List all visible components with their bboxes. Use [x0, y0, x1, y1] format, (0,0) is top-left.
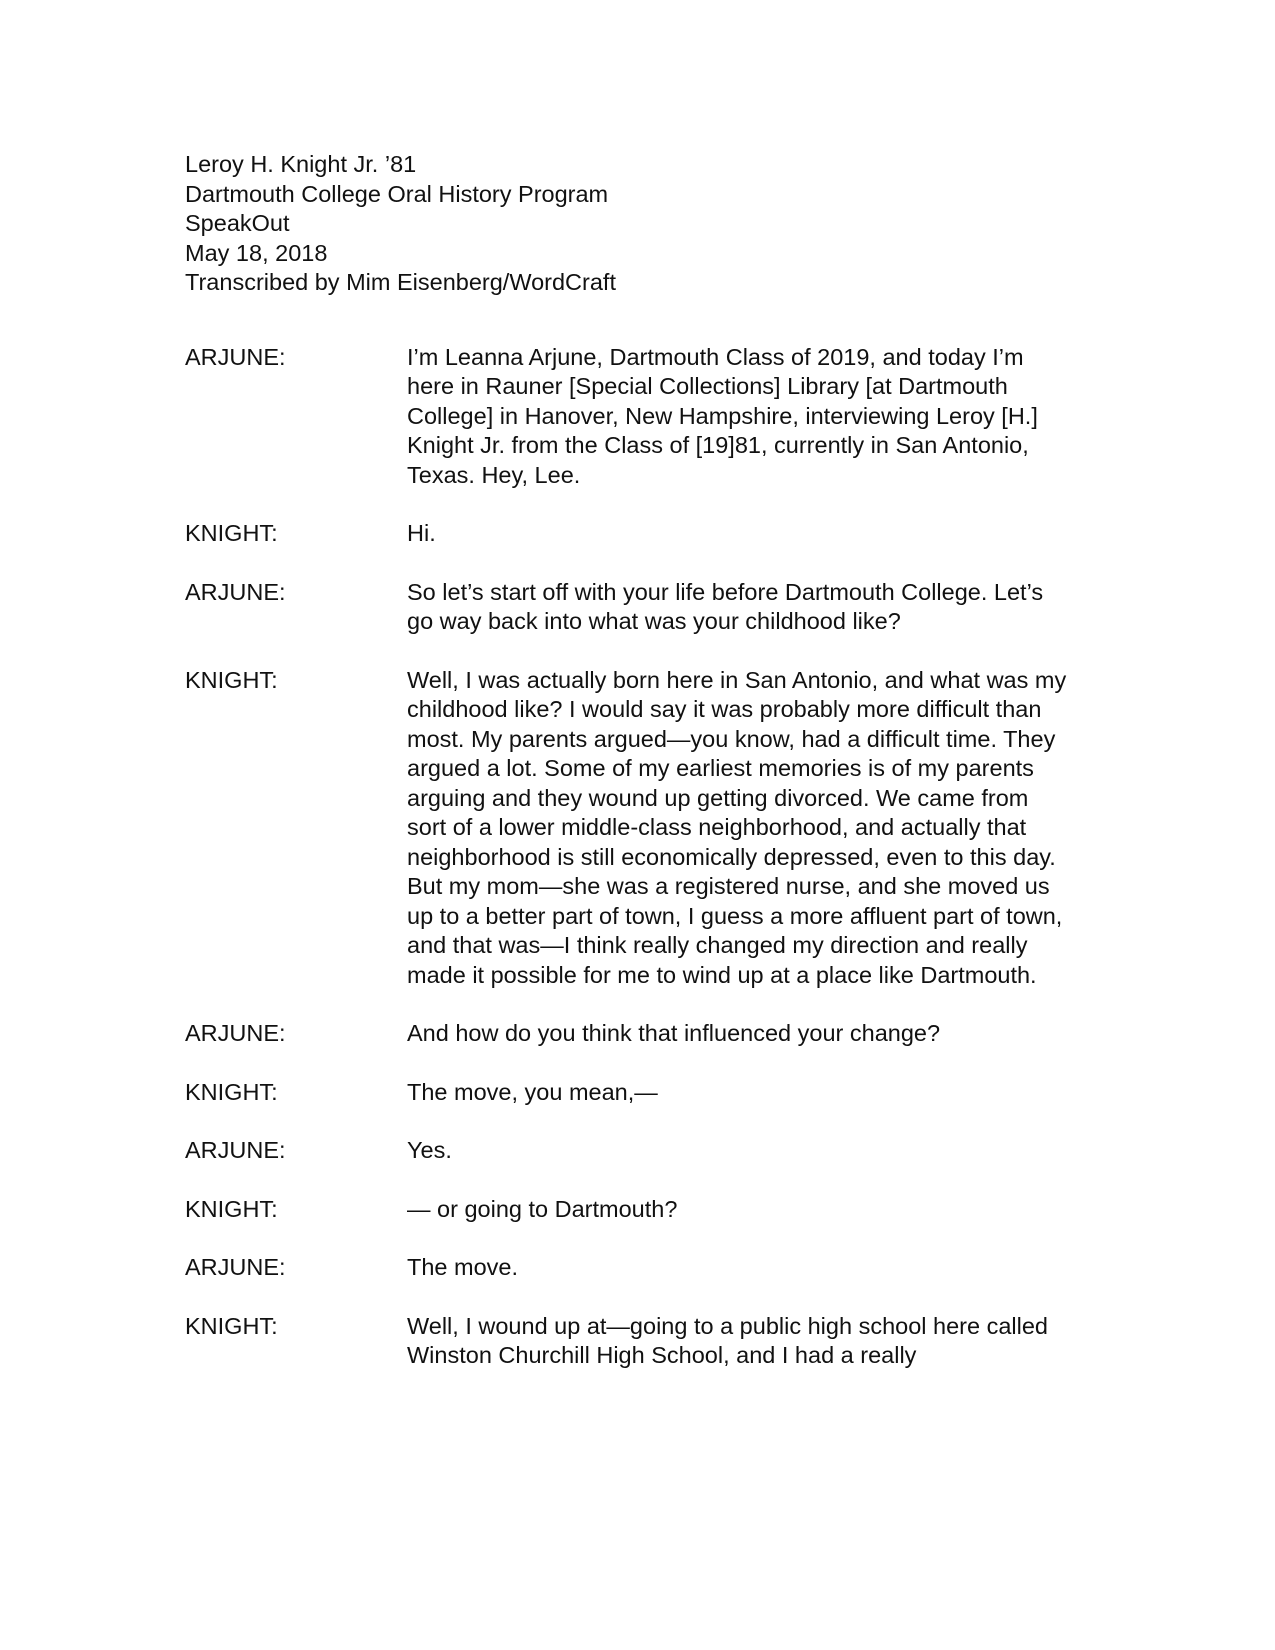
utterance-text: The move, you mean,—	[407, 1078, 658, 1105]
dialogue-turn	[185, 1195, 1085, 1225]
dialogue-turn	[185, 1136, 1085, 1166]
transcript-page	[185, 150, 1085, 1400]
dialogue-turn	[185, 1078, 1085, 1108]
speaker-label: KNIGHT:	[185, 1078, 278, 1105]
dialogue-turn	[185, 343, 1085, 491]
speaker-label: KNIGHT:	[185, 1312, 278, 1339]
speaker-label: ARJUNE:	[185, 578, 286, 605]
program-name: Dartmouth College Oral History Program	[185, 180, 609, 207]
speaker-label: ARJUNE:	[185, 343, 286, 370]
dialogue-turn	[185, 578, 1085, 637]
transcript-body	[185, 343, 1085, 1371]
utterance-text: Well, I wound up at—going to a public high school here called Winston Churchill High School, and I had a really	[407, 1312, 1048, 1368]
speaker-label: KNIGHT:	[185, 1195, 278, 1222]
speaker-label: KNIGHT:	[185, 520, 278, 546]
utterance-text: I’m Leanna Arjune, Dartmouth Class of 2019, and today I’m here in Rauner [Special Collections] Library [at Dartmouth College] in Hanover, New Hampshire, interviewing Leroy [H.] Knight Jr. from the Class of [19]81, currently in San Antonio, Texas. Hey, Lee.	[407, 343, 1038, 488]
utterance-text: And how do you think that influenced your change?	[407, 1020, 941, 1046]
dialogue-turn	[185, 519, 1085, 549]
utterance-text: Yes.	[407, 1137, 452, 1163]
utterance-text: So let’s start off with your life before Dartmouth College. Let’s go way back into what was your childhood like?	[407, 578, 1044, 634]
interviewee-name: Leroy H. Knight Jr. ’81	[185, 151, 417, 177]
utterance-text: — or going to Dartmouth?	[407, 1195, 678, 1222]
utterance-text: Well, I was actually born here in San Antonio, and what was my childhood like? I would say it was probably more difficult than most. My parents argued—you know, had a difficult time. They argued a lot. Some of my earliest memories is of my parents arguing and they wound up getting divorced. We came from sort of a lower middle-class neighborhood, and actually that neighborhood is still economically depressed, even to this day. But my mom—she was a registered nurse, and she moved us up to a better part of town, I guess a more affluent part of town, and that was—I think really changed my direction and really made it possible for me to wind up at a place like Dartmouth.	[407, 666, 1067, 988]
dialogue-turn	[185, 1253, 1085, 1283]
speaker-label: ARJUNE:	[185, 1254, 286, 1280]
interview-date: May 18, 2018	[185, 239, 328, 266]
dialogue-turn	[185, 1312, 1085, 1371]
series-name: SpeakOut	[185, 210, 290, 236]
dialogue-turn	[185, 666, 1085, 991]
speaker-label: ARJUNE:	[185, 1137, 286, 1163]
dialogue-turn	[185, 1019, 1085, 1049]
document-header	[185, 150, 1085, 298]
speaker-label: KNIGHT:	[185, 666, 278, 693]
speaker-label: ARJUNE:	[185, 1020, 286, 1046]
utterance-text: Hi.	[407, 520, 436, 546]
transcriber-credit: Transcribed by Mim Eisenberg/WordCraft	[185, 269, 616, 295]
utterance-text: The move.	[407, 1254, 519, 1280]
